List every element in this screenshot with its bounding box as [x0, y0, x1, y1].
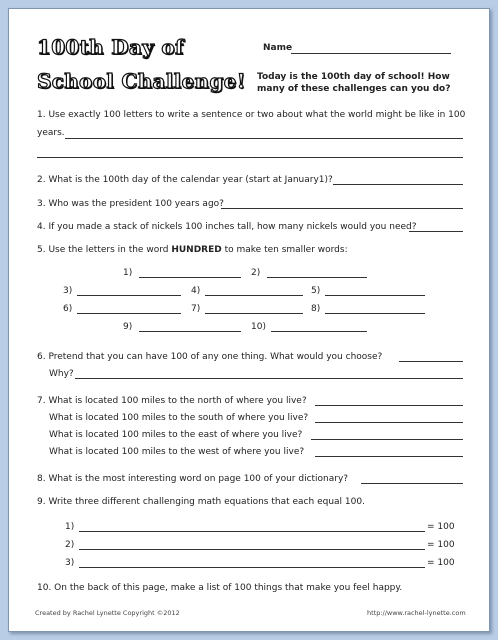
copyright-footer: Created by Rachel Lynette Copyright ©2012 — [35, 609, 180, 617]
question-5-prefix: 5. Use the letters in the word — [37, 245, 172, 255]
equation-line-2[interactable] — [79, 549, 425, 550]
word-line-3[interactable] — [77, 295, 181, 296]
word-line-7[interactable] — [205, 313, 303, 314]
word-label-2: 2) — [251, 268, 261, 278]
equation-line-3[interactable] — [79, 567, 425, 568]
word-label-1: 1) — [123, 268, 133, 278]
intro-line-1: Today is the 100th day of school! How — [257, 72, 450, 82]
answer-line-4[interactable] — [409, 231, 463, 232]
question-8: 8. What is the most interesting word on page 100 of your dictionary? — [37, 474, 349, 484]
word-line-6[interactable] — [77, 313, 181, 314]
word-label-9: 9) — [123, 322, 133, 332]
title-line-2: School Challenge! — [37, 69, 246, 93]
question-5 — [37, 245, 348, 255]
question-2: 2. What is the 100th day of the calendar year (start at January1)? — [37, 175, 333, 185]
answer-line-1b[interactable] — [37, 157, 463, 158]
word-line-10[interactable] — [271, 331, 367, 332]
answer-line-7-north[interactable] — [315, 405, 463, 406]
website-footer: http://www.rachel-lynette.com — [367, 609, 466, 617]
answer-line-7-west[interactable] — [315, 456, 463, 457]
answer-line-1a[interactable] — [65, 138, 463, 139]
name-label: Name — [263, 43, 293, 53]
question-3: 3. Who was the president 100 years ago? — [37, 199, 224, 209]
question-10: 10. On the back of this page, make a list of 100 things that make you feel happy. — [37, 583, 403, 593]
answer-line-6[interactable] — [399, 361, 463, 362]
answer-line-6-why[interactable] — [75, 378, 463, 379]
word-line-8[interactable] — [325, 313, 425, 314]
equation-line-1[interactable] — [79, 531, 425, 532]
equation-label-1: 1) — [65, 522, 75, 532]
answer-line-3[interactable] — [221, 208, 463, 209]
equals-100-2: = 100 — [427, 540, 455, 550]
worksheet-page — [8, 8, 490, 632]
question-1: 1. Use exactly 100 letters to write a sentence or two about what the world might be like in 100 — [37, 110, 466, 120]
answer-line-8[interactable] — [361, 483, 463, 484]
question-7-north: 7. What is located 100 miles to the north of where you live? — [37, 396, 307, 406]
word-label-8: 8) — [311, 304, 321, 314]
question-6-why: Why? — [49, 369, 74, 379]
word-label-6: 6) — [63, 304, 73, 314]
word-label-5: 5) — [311, 286, 321, 296]
word-label-3: 3) — [63, 286, 73, 296]
name-line[interactable] — [291, 53, 451, 54]
equals-100-3: = 100 — [427, 558, 455, 568]
word-label-7: 7) — [191, 304, 201, 314]
intro-line-2: many of these challenges can you do? — [257, 84, 451, 94]
answer-line-2[interactable] — [333, 184, 463, 185]
question-4: 4. If you made a stack of nickels 100 inches tall, how many nickels would you need? — [37, 222, 417, 232]
word-line-2[interactable] — [267, 277, 367, 278]
answer-line-7-south[interactable] — [315, 422, 463, 423]
word-line-4[interactable] — [205, 295, 303, 296]
question-9: 9. Write three different challenging math equations that each equal 100. — [37, 497, 365, 507]
word-label-10: 10) — [251, 322, 266, 332]
question-5-suffix: to make ten smaller words: — [221, 245, 348, 255]
word-label-4: 4) — [191, 286, 201, 296]
intro-text — [257, 71, 450, 95]
word-line-1[interactable] — [139, 277, 241, 278]
question-1-cont: years. — [37, 128, 65, 138]
word-line-9[interactable] — [139, 331, 241, 332]
question-6: 6. Pretend that you can have 100 of any one thing. What would you choose? — [37, 352, 383, 362]
answer-line-7-east[interactable] — [311, 439, 463, 440]
title-line-1: 100th Day of — [37, 35, 184, 59]
question-7-south: What is located 100 miles to the south of where you live? — [49, 413, 309, 423]
question-7-west: What is located 100 miles to the west of where you live? — [49, 447, 305, 457]
word-line-5[interactable] — [325, 295, 425, 296]
equation-label-2: 2) — [65, 540, 75, 550]
question-5-word: HUNDRED — [171, 245, 222, 255]
equals-100-1: = 100 — [427, 522, 455, 532]
question-7-east: What is located 100 miles to the east of where you live? — [49, 430, 303, 440]
equation-label-3: 3) — [65, 558, 75, 568]
